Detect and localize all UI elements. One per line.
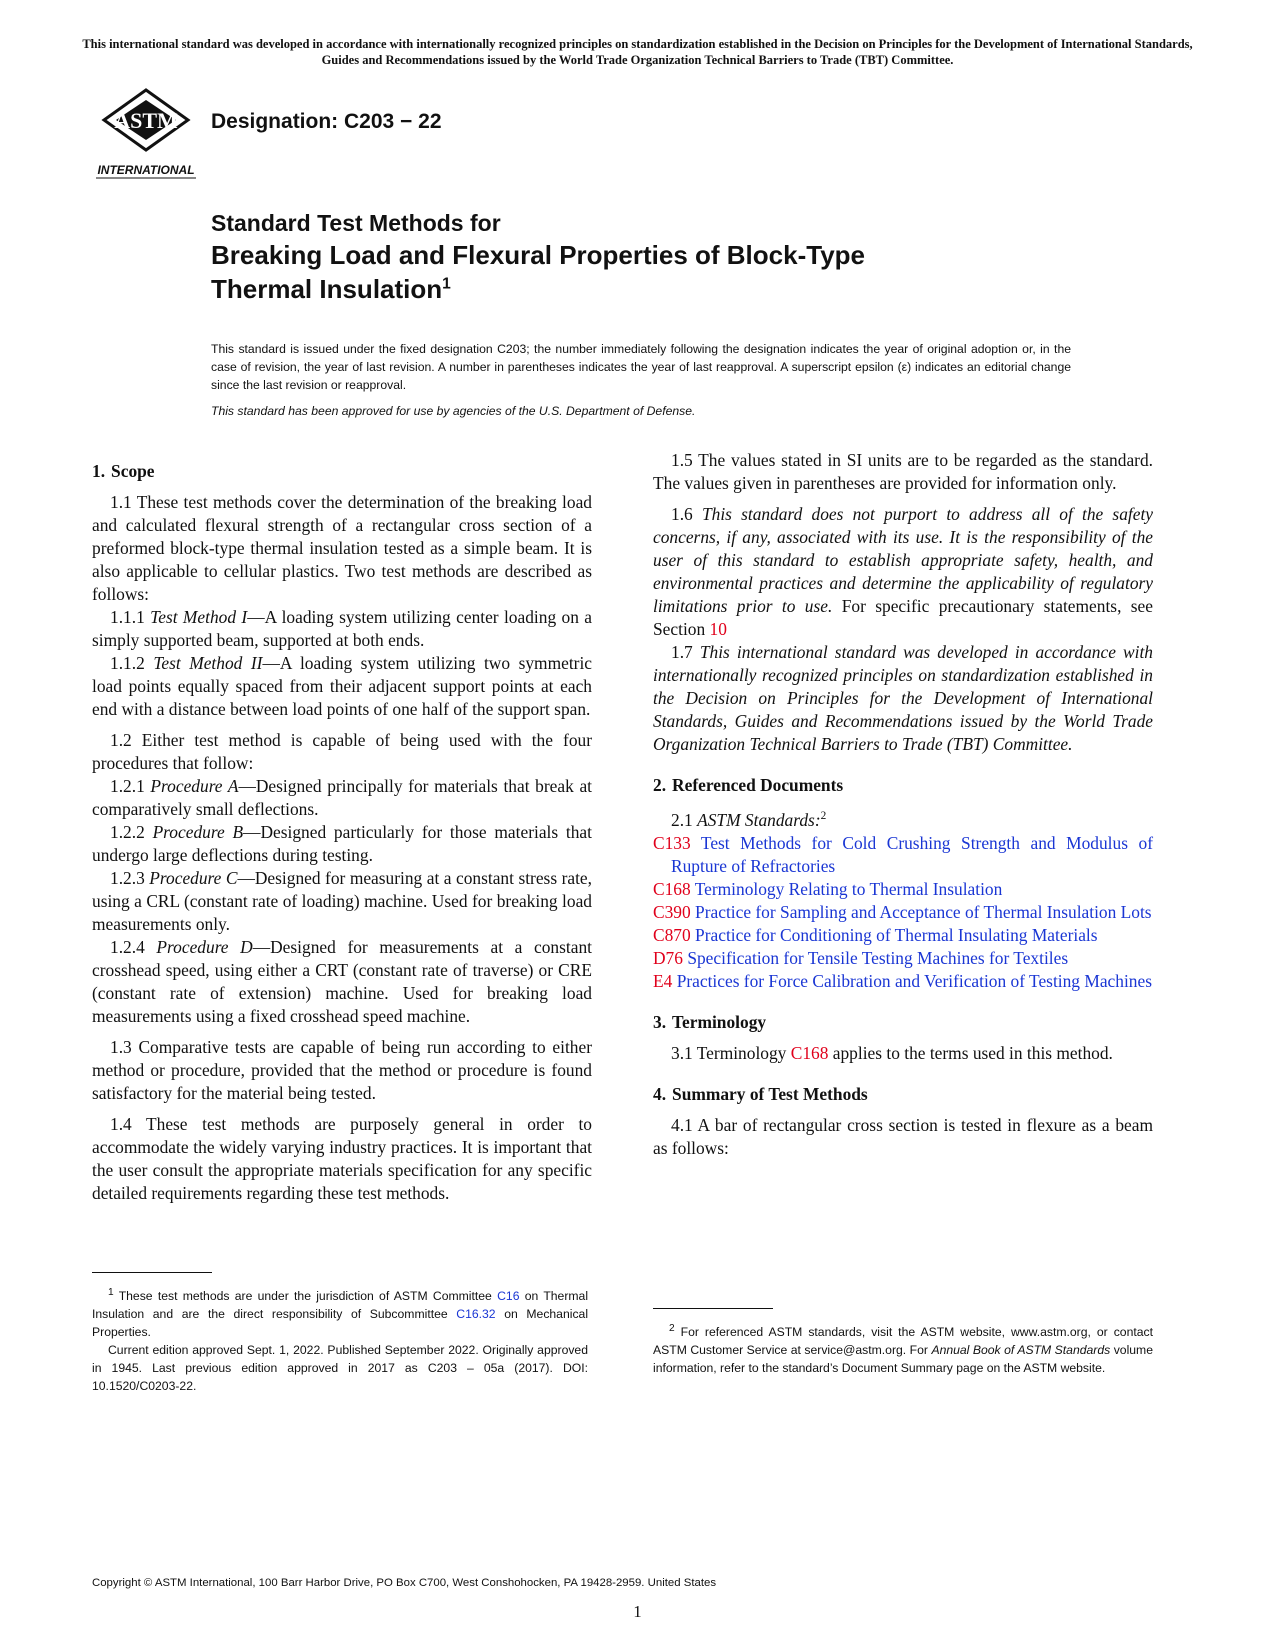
reference-title-link[interactable]: Specification for Tensile Testing Machines for Textiles — [687, 947, 1069, 968]
page-number: 1 — [633, 1602, 642, 1621]
footnote-rule-right — [653, 1308, 773, 1309]
para-1-5: 1.5 The values stated in SI units are to be regarded as the standard. The values given in parentheses are provided for information only. — [653, 450, 1153, 493]
reference-title-link[interactable]: Terminology Relating to Thermal Insulation — [694, 878, 1003, 899]
astm-logo — [92, 86, 200, 182]
logo-subtext: INTERNATIONAL — [97, 163, 195, 177]
reference-title-link[interactable]: Practice for Conditioning of Thermal Insulating Materials — [695, 924, 1098, 945]
reference-code-link[interactable]: C168 — [653, 878, 691, 899]
reference-code-link[interactable]: C870 — [653, 924, 691, 945]
para-1-6: 1.6 This standard does not purport to address all of the safety concerns, if any, associated with its use. It is the responsibility of the user of this standard to establish appropriate safety, health, and environmental practices and determine the applicability of regulatory limitations prior to use. For specific precautionary statements, see Section 10 — [653, 504, 1153, 639]
reference-list — [653, 832, 1153, 993]
logo-text: ASTM — [114, 108, 178, 133]
reference-item — [653, 947, 1153, 970]
title-line-1: Breaking Load and Flexural Properties of Block-Type — [211, 240, 865, 270]
link-section-10[interactable]: 10 — [709, 619, 727, 639]
reference-code-link[interactable]: E4 — [653, 970, 673, 991]
right-column — [653, 449, 1153, 1160]
para-1-2-3: 1.2.3 Procedure C—Designed for measuring at a constant stress rate, using a CRL (constant rate of loading) machine. Used for breaking load measurements only. — [92, 868, 592, 934]
title-prefix: Standard Test Methods for — [211, 210, 501, 236]
para-1-7: 1.7 This international standard was developed in accordance with internationally recognized principles on standardization established in the Decision on Principles for the Development of International Standards, Guides and Recommendations issued by the World Trade Organization Technical Barriers to Trade (TBT) Committee. — [653, 642, 1153, 754]
reference-item — [653, 924, 1153, 947]
para-1-1: 1.1 These test methods cover the determination of the breaking load and calculated flexural strength of a rectangular cross section of a preformed block-type thermal insulation tested as a simple beam. It is also applicable to cellular plastics. Two test methods are described as follows: — [92, 492, 592, 604]
reference-title-link[interactable]: Practices for Force Calibration and Verification of Testing Machines — [676, 970, 1152, 991]
reference-code-link[interactable]: D76 — [653, 947, 683, 968]
para-3-1: 3.1 Terminology C168 applies to the terms used in this method. — [671, 1042, 1113, 1063]
link-c16[interactable]: C16 — [497, 1289, 520, 1304]
para-1-2-2: 1.2.2 Procedure B—Designed particularly for those materials that undergo large deflections during testing. — [92, 822, 592, 865]
para-1-3: 1.3 Comparative tests are capable of being run according to either method or procedure, provided that the method or procedure is found satisfactory for the material being tested. — [92, 1037, 592, 1103]
title-line-2: Thermal Insulation$^1$ — [211, 274, 451, 304]
copyright: Copyright © ASTM International, 100 Barr Harbor Drive, PO Box C700, West Conshohocken, PA 19428-2959. United States — [92, 1577, 717, 1589]
footnote-2: $^2$ For referenced ASTM standards, visit the ASTM website, www.astm.org, or contact ASTM Customer Service at service@astm.org. For Annual Book of ASTM Standards volume information, refer to the standard’s Document Summary page on the ASTM website. — [653, 1323, 1153, 1376]
wto-notice: This international standard was developed in accordance with internationally recognized principles on standardization established in the Decision on Principles for the Development of International Standards, Guides and Recommendations issued by the World Trade Organization Technical Barriers to Trade (TBT) Committee. — [82, 37, 1193, 67]
reference-code-link[interactable]: C390 — [653, 901, 691, 922]
link-c16-32[interactable]: C16.32 — [456, 1307, 496, 1322]
section-heading-scope: 1. Scope — [92, 461, 155, 481]
section-heading-terminology: 3. Terminology — [653, 1011, 767, 1032]
para-1-2-1: 1.2.1 Procedure A—Designed principally for materials that break at comparatively small deflections. — [92, 776, 592, 819]
section-heading-referenced-documents: 2. Referenced Documents — [653, 775, 844, 795]
para-1-1-1: 1.1.1 Test Method I—A loading system utilizing center loading on a simply supported beam, supported at both ends. — [92, 607, 592, 650]
para-1-1-2: 1.1.2 Test Method II—A loading system utilizing two symmetric load points equally spaced from their adjacent support points at each end with a distance between load points of one half of the support span. — [92, 653, 592, 719]
left-column — [92, 460, 592, 1205]
reference-title-link[interactable]: Test Methods for Cold Crushing Strength and Modulus of Rupture of Refractories — [671, 832, 1153, 876]
reference-title-link[interactable]: Practice for Sampling and Acceptance of Thermal Insulation Lots — [695, 901, 1152, 922]
issue-note: This standard is issued under the fixed designation C203; the number immediately following the designation indicates the year of original adoption or, in the case of revision, the year of last revision. A number in parentheses indicates the year of last reapproval. A superscript epsilon (ε) indicates an editorial change since the last revision or reapproval. — [211, 342, 1071, 392]
title-block — [211, 208, 1111, 306]
designation: Designation: C203 − 22 — [211, 110, 442, 133]
footnote-1: $^1$ These test methods are under the jurisdiction of ASTM Committee C16 on Thermal Insulation and are the direct responsibility of Subcommittee C16.32 on Mechanical Properties. Current edition approved Sept. 1, 2022. Published September 2022. Originally approved in 1945. Last previous edition approved in 2017 as C203 – 05a (2017). DOI: 10.1520/C0203-22. — [92, 1287, 589, 1394]
reference-item — [653, 832, 1153, 878]
link-c168[interactable]: C168 — [790, 1042, 829, 1063]
para-2-1: 2.1 ASTM Standards:$^2$ — [671, 809, 827, 830]
reference-item — [653, 878, 1153, 901]
reference-code-link[interactable]: C133 — [653, 832, 691, 853]
para-4-1: 4.1 A bar of rectangular cross section is tested in flexure as a beam as follows: — [653, 1114, 1153, 1158]
section-heading-summary: 4. Summary of Test Methods — [653, 1083, 868, 1104]
footnote-rule-left — [92, 1272, 212, 1273]
reference-item — [653, 970, 1153, 993]
title-footnote-mark: 1 — [442, 275, 451, 293]
dod-note: This standard has been approved for use by agencies of the U.S. Department of Defense. — [211, 404, 696, 418]
para-1-4: 1.4 These test methods are purposely general in order to accommodate the widely varying industry practices. It is important that the user consult the appropriate materials specification for any specific detailed requirements regarding these test methods. — [92, 1114, 592, 1203]
reference-item — [653, 901, 1153, 924]
para-1-2: 1.2 Either test method is capable of being used with the four procedures that follow: — [92, 730, 592, 773]
para-1-2-4: 1.2.4 Procedure D—Designed for measurements at a constant crosshead speed, using either a CRT (constant rate of traverse) or CRE (constant rate of extension) machine. Used for breaking load measurements using a fixed crosshead speed machine. — [92, 937, 592, 1026]
